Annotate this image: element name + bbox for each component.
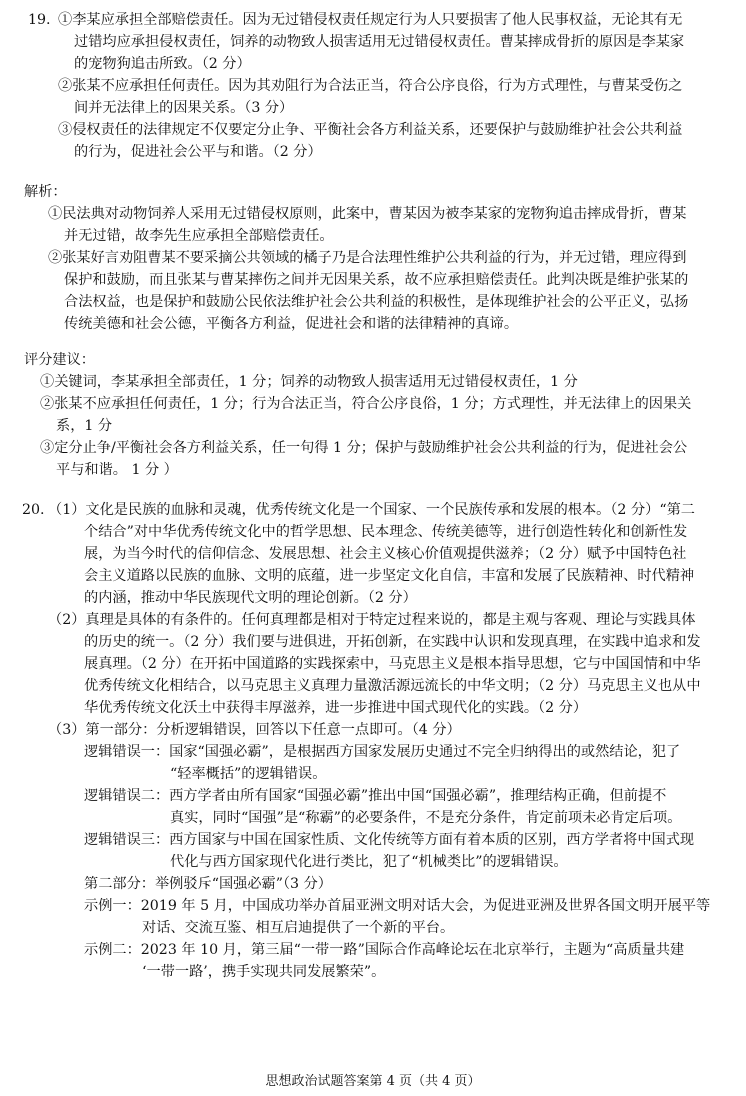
q20-part2-line4: 优秀传统文化相结合，以马克思主义真理力量激活源远流长的中华文明；（2 分）马克思主义也从中 — [84, 678, 701, 694]
q20-error1-line2: “轻率概括”的逻辑错误。 — [170, 766, 327, 782]
q20-error1-line1: 逻辑错误一：国家“国强必霸”，是根据西方国家发展历史通过不完全归纳得出的或然结论，犯了 — [84, 744, 681, 760]
q20-part2-line1: （2）真理是具体的有条件的。任何真理都是相对于特定过程来说的，都是主观与客观、理论与实践具体 — [48, 612, 696, 628]
scoring-point2-line2: 系，1 分 — [56, 418, 113, 434]
analysis-point2-line1: ②张某好言劝阻曹某不要采摘公共领域的橘子乃是合法理性维护公共利益的行为，并无过错，理应得到 — [48, 250, 687, 266]
q20-part1-line3: 展，为当今时代的信仰信念、发展思想、社会主义核心价值观提供滋养；（2 分）赋予中国特色社 — [84, 546, 687, 562]
q19-point3-line2: 的行为，促进社会公平与和谐。（2 分） — [74, 144, 322, 160]
q19-point3-line1: ③侵权责任的法律规定不仅要定分止争、平衡社会各方利益关系，还要保护与鼓励维护社会公共利益 — [58, 122, 683, 138]
scoring-point3-line1: ③定分止争/平衡社会各方利益关系，任一句得 1 分；保护与鼓励维护社会公共利益的行为，促进社会公 — [40, 440, 688, 456]
scoring-point3-line2: 平与和谐。 1 分 ） — [56, 462, 178, 478]
scoring-heading: 评分建议： — [24, 352, 95, 368]
scoring-point1-line1: ①关键词，李某承担全部责任，1 分；饲养的动物致人损害适用无过错侵权责任，1 分 — [40, 374, 578, 390]
q20-error2-line1: 逻辑错误二：西方学者由所有国家“国强必霸”推出中国“国强必霸”，推理结构正确，但前提不 — [84, 788, 667, 804]
q20-example2-line2: ‘一带一路’，携手实现共同发展繁荣”。 — [142, 964, 386, 980]
q20-example2-line1: 示例二：2023 年 10 月，第三届“一带一路”国际合作高峰论坛在北京举行，主题为“高质量共建 — [84, 942, 685, 958]
q19-point1-line2: 过错均应承担侵权责任，饲养的动物致人损害适用无过错侵权责任。曹某摔成骨折的原因是李某家 — [74, 34, 685, 50]
q20-example1-line2: 对话、交流互鉴、相互启迪提供了一个新的平台。 — [142, 920, 455, 936]
q20-error3-line1: 逻辑错误三：西方国家与中国在国家性质、文化传统等方面有着本质的区别，西方学者将中国式现 — [84, 832, 695, 848]
q20-part2-line5: 华优秀传统文化沃土中获得丰厚滋养，进一步推进中国式现代化的实践。（2 分） — [84, 700, 588, 716]
analysis-heading: 解析： — [24, 184, 67, 200]
q19-point1-line1: ①李某应承担全部赔偿责任。因为无过错侵权责任规定行为人只要损害了他人民事权益，无论其有无 — [58, 12, 683, 28]
page-footer: 思想政治试题答案第 4 页（共 4 页） — [265, 1074, 481, 1089]
analysis-point1-line1: ①民法典对动物饲养人采用无过错侵权原则，此案中，曹某因为被李某家的宠物狗追击摔成骨折，曹某 — [48, 206, 687, 222]
analysis-point2-line3: 合法权益，也是保护和鼓励公民依法维护社会公共利益的积极性，是体现维护社会的公平正义，弘扬 — [64, 294, 689, 310]
q20-part2-line3: 展真理。（2 分）在开拓中国道路的实践探索中，马克思主义是根本指导思想，它与中国国情和中华 — [84, 656, 701, 672]
q19-point1-line3: 的宠物狗追击所致。（2 分） — [74, 56, 251, 72]
q20-error3-line2: 代化与西方国家现代化进行类比，犯了“机械类比”的逻辑错误。 — [170, 854, 568, 870]
q20-number: 20. — [22, 502, 45, 518]
q20-part3b-heading: 第二部分：举例驳斥“国强必霸”（3 分） — [84, 876, 332, 892]
analysis-point2-line4: 传统美德和社会公德，平衡各方利益，促进社会和谐的法律精神的真谛。 — [64, 316, 519, 332]
q20-part1-line5: 的内涵，推动中华民族现代文明的理论创新。（2 分） — [84, 590, 417, 606]
q19-number: 19. — [28, 12, 51, 28]
q20-error2-line2: 真实，同时“国强”是“称霸”的必要条件，不是充分条件，肯定前项未必肯定后项。 — [170, 810, 682, 826]
q20-part3-intro: （3）第一部分：分析逻辑错误，回答以下任意一点即可。（4 分） — [48, 722, 461, 738]
q20-part1-line4: 会主义道路以民族的血脉、文明的底蕴，进一步坚定文化自信，丰富和发展了民族精神、时代精神 — [84, 568, 695, 584]
analysis-point2-line2: 保护和鼓励，而且张某与曹某摔伤之间并无因果关系，故不应承担赔偿责任。此判决既是维护张某的 — [64, 272, 689, 288]
q20-part1-line1: （1）文化是民族的血脉和灵魂，优秀传统文化是一个国家、一个民族传承和发展的根本。（2 分）“第二 — [48, 502, 695, 518]
scoring-point2-line1: ②张某不应承担任何责任，1 分；行为合法正当，符合公序良俗，1 分；方式理性，并无法律上的因果关 — [40, 396, 692, 412]
q19-point2-line2: 间并无法律上的因果关系。（3 分） — [74, 100, 294, 116]
q20-part2-line2: 的历史的统一。（2 分）我们要与进俱进，开拓创新，在实践中认识和发现真理，在实践中追求和发 — [84, 634, 701, 650]
q19-point2-line1: ②张某不应承担任何责任。因为其劝阻行为合法正当，符合公序良俗，行为方式理性，与曹某受伤之 — [58, 78, 683, 94]
analysis-point1-line2: 并无过错，故李先生应承担全部赔偿责任。 — [64, 228, 334, 244]
q20-example1-line1: 示例一：2019 年 5 月，中国成功举办首届亚洲文明对话大会，为促进亚洲及世界各国文明开展平等 — [84, 898, 711, 914]
q20-part1-line2: 个结合”对中华优秀传统文化中的哲学思想、民本理念、传统美德等，进行创造性转化和创新性发 — [84, 524, 688, 540]
